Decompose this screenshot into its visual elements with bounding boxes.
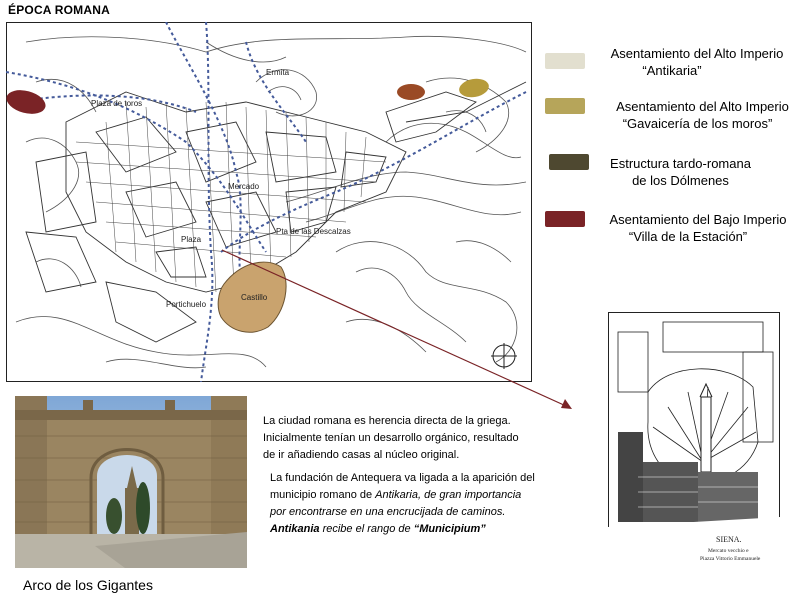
legend-item-villa: Asentamiento del Bajo Imperio “Villa de la Estación” [609, 212, 787, 244]
label-portichuelo: Portichuelo [166, 300, 207, 309]
legend-swatch-dolmenes [549, 154, 589, 170]
legend-item-gavaiceria: Asentamiento del Alto Imperio “Gavaicería de los moros” [616, 99, 789, 131]
label-plaza-toros: Plaza de toros [91, 99, 143, 108]
legend-swatch-villa [545, 211, 585, 227]
foundation-paragraph: La fundación de Antequera va ligada a la aparición del municipio romano de Antikaria, de gran importancia por encontrarse en una encrucijada de caminos. Antikania recibe el rango de “Municipium” [270, 472, 535, 535]
label-ermita: Ermita [266, 68, 290, 77]
photo-caption: Arco de los Gigantes [23, 577, 153, 593]
siena-caption-line2: Mercato vecchio e [708, 548, 749, 554]
legend-item-antikaria: Asentamiento del Alto Imperio “Antikaria” [610, 46, 784, 78]
label-mercado: Mercado [228, 182, 260, 191]
siena-drawing [608, 312, 780, 570]
arco-gigantes-photo [15, 396, 247, 568]
label-descalzas: Pta de las Descalzas [276, 227, 351, 236]
map-title: ÉPOCA ROMANA [8, 3, 110, 17]
label-plaza: Plaza [181, 235, 202, 244]
label-castillo: Castillo [241, 293, 268, 302]
legend-item-dolmenes: Estructura tardo-romana de los Dólmenes [610, 156, 751, 188]
legend-swatch-gavaiceria [545, 98, 585, 114]
siena-caption-line3: Piazza Vittorio Emmanuele [700, 556, 761, 562]
siena-caption-title: SIENA. [716, 535, 742, 544]
intro-paragraph: La ciudad romana es herencia directa de la griega. Inicialmente tenían un desarrollo orgánico, resultado de ir añadiendo casas al núcleo original. [263, 415, 519, 461]
